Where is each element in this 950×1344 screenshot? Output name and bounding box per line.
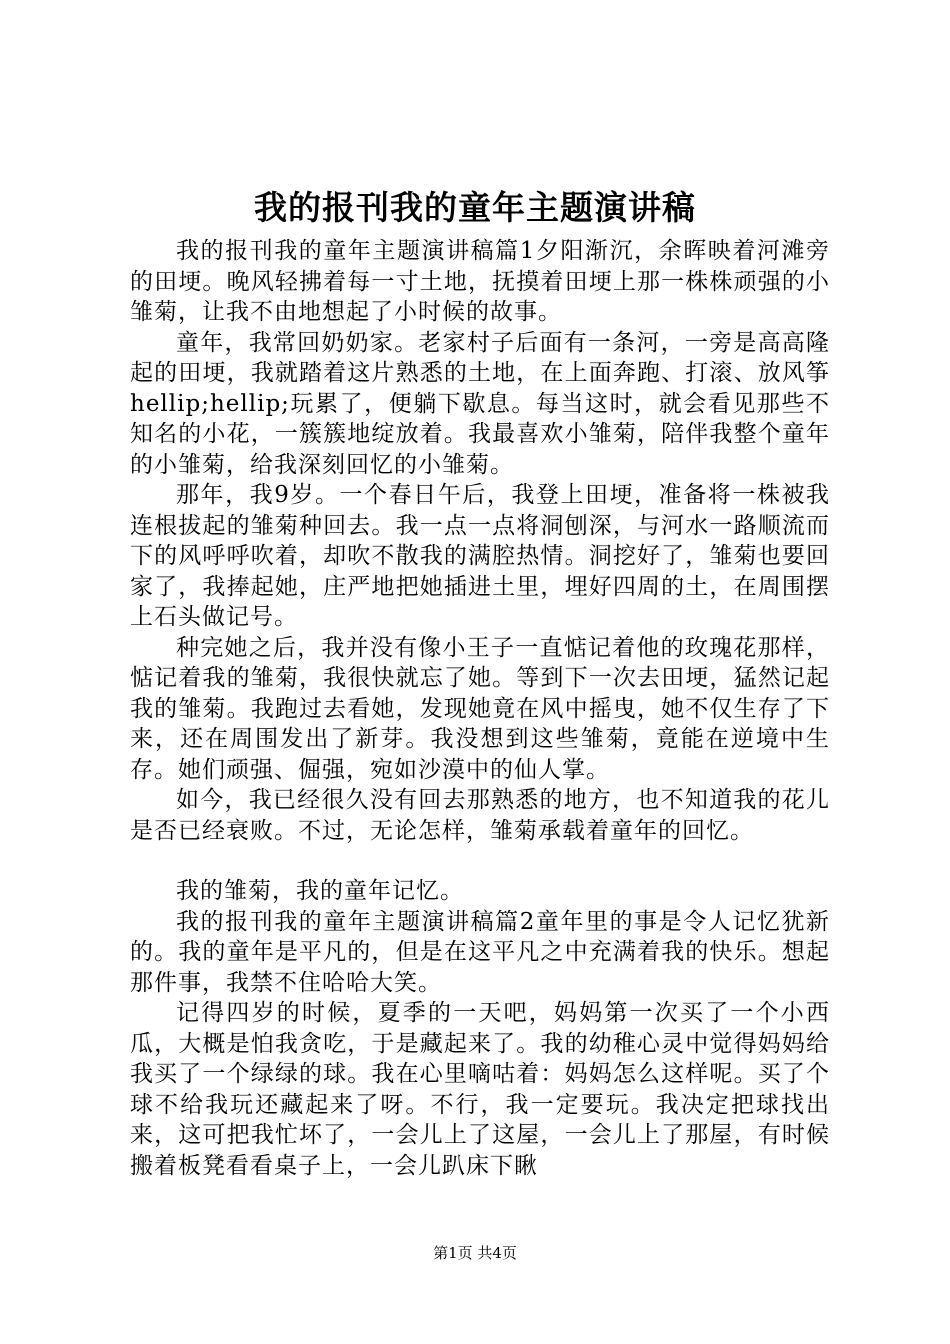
document-title: 我的报刊我的童年主题演讲稿 bbox=[254, 188, 696, 227]
paragraph: 如今，我已经很久没有回去那熟悉的地方，也不知道我的花儿是否已经衰败。不过，无论怎样，雏菊承载着童年的回忆。 bbox=[130, 787, 830, 844]
paragraph: 童年，我常回奶奶家。老家村子后面有一条河，一旁是高高隆起的田埂，我就踏着这片熟悉的土地，在上面奔跑、打滚、放风筝hellip;hellip;玩累了，便躺下歇息。每当这时，就会看见那些不知名的小花，一簇簇地绽放着。我最喜欢小雏菊，陪伴我整个童年的小雏菊，给我深刻回忆的小雏菊。 bbox=[130, 329, 830, 478]
paragraph: 我的报刊我的童年主题演讲稿篇2童年里的事是令人记忆犹新的。我的童年是平凡的，但是在这平凡之中充满着我的快乐。想起那件事，我禁不住哈哈大笑。 bbox=[130, 908, 830, 996]
paragraph: 我的雏菊，我的童年记忆。 bbox=[176, 878, 464, 904]
paragraph: 种完她之后，我并没有像小王子一直惦记着他的玫瑰花那样，惦记着我的雏菊，我很快就忘了她。等到下一次去田埂，猛然记起我的雏菊。我跑过去看她，发现她竟在风中摇曳，她不仅生存了下来，还在周围发出了新芽。我没想到这些雏菊，竟能在逆境中生存。她们顽强、倔强，宛如沙漠中的仙人掌。 bbox=[130, 634, 830, 783]
paragraph: 我的报刊我的童年主题演讲稿篇1夕阳渐沉，余晖映着河滩旁的田埂。晚风轻拂着每一寸土地，抚摸着田埂上那一株株顽强的小雏菊，让我不由地想起了小时候的故事。 bbox=[130, 238, 830, 325]
paragraph: 那年，我9岁。一个春日午后，我登上田埂，准备将一株被我连根拔起的雏菊种回去。我一点一点将洞刨深，与河水一路顺流而下的风呼呼吹着，却吹不散我的满腔热情。洞挖好了，雏菊也要回家了，我捧起她，庄严地把她插进土里，埋好四周的土，在周围摆上石头做记号。 bbox=[130, 482, 830, 630]
paragraph: 记得四岁的时候，夏季的一天吧，妈妈第一次买了一个小西瓜，大概是怕我贪吃，于是藏起来了。我的幼稚心灵中觉得妈妈给我买了一个绿绿的球。我在心里嘀咕着：妈妈怎么这样呢。买了个球不给我玩还藏起来了呀。不行，我一定要玩。我决定把球找出来，这可把我忙坏了，一会儿上了这屋，一会儿上了那屋，有时候搬着板凳看看桌子上，一会儿趴床下瞅 bbox=[130, 1000, 830, 1179]
page-number-footer: 第1页 共4页 bbox=[433, 1244, 517, 1262]
document-body bbox=[130, 236, 830, 1181]
